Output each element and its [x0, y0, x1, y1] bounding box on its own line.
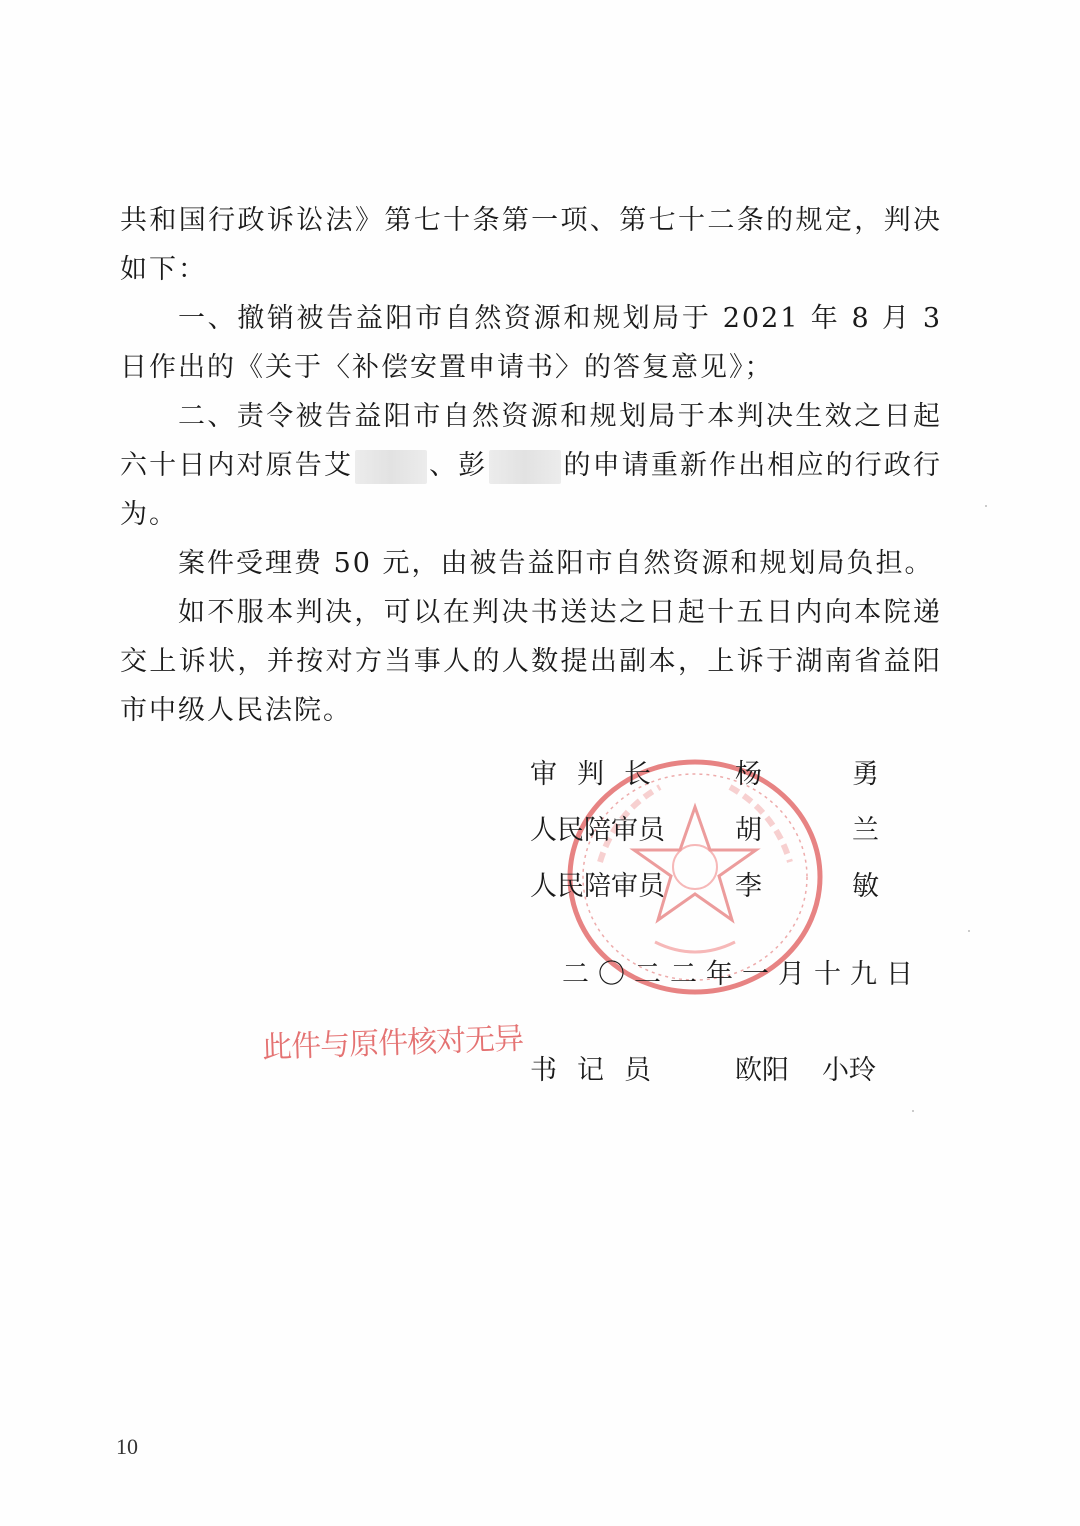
signature-name-first: 杨	[735, 759, 762, 790]
certified-copy-stamp: 此件与原件核对无异	[261, 1021, 524, 1066]
order-two-text-before: 二、责令被告益阳市自然资源和规划局于本判决生效之日起六十日内对原告艾	[120, 401, 942, 481]
paragraph-ruling-intro: 共和国行政诉讼法》第七十条第一项、第七十二条的规定，判决如下：	[120, 205, 942, 285]
signature-row-assessor-2	[530, 864, 890, 920]
signature-name-last: 勇	[852, 759, 879, 790]
paragraph-order-one: 一、撤销被告益阳市自然资源和规划局于 2021 年 8 月 3 日作出的《关于〈补偿安置申请书〉的答复意见》；	[120, 303, 942, 383]
signature-row-assessor-1	[530, 808, 890, 864]
scan-speck	[912, 1110, 914, 1112]
signature-name-last: 兰	[852, 815, 879, 846]
judgment-body	[120, 196, 942, 735]
signature-name-first: 李	[735, 871, 762, 902]
signature-role: 审判长	[530, 759, 671, 790]
page-number: 10	[116, 1434, 138, 1459]
signature-row-presiding-judge	[530, 752, 890, 808]
judgment-date: 二〇二二年一月十九日	[562, 959, 922, 990]
scan-speck	[985, 505, 987, 507]
paragraph-order-two	[120, 392, 942, 539]
paragraph-appeal-notice: 如不服本判决，可以在判决书送达之日起十五日内向本院递交上诉状，并按对方当事人的人数提出副本，上诉于湖南省益阳市中级人民法院。	[120, 597, 942, 726]
order-two-text-middle: 、彭	[429, 450, 488, 481]
signature-name-first: 胡	[735, 815, 762, 846]
clerk-role: 书记员	[530, 1055, 671, 1086]
signature-role: 人民陪审员	[530, 815, 665, 846]
signature-role: 人民陪审员	[530, 871, 665, 902]
clerk-name-last: 小玲	[822, 1055, 876, 1086]
paragraph-court-fee: 案件受理费 50 元，由被告益阳市自然资源和规划局负担。	[178, 548, 934, 579]
order-two-text-after: 的申请重新作出相应的行政行为。	[120, 450, 942, 530]
redacted-name-2	[489, 450, 561, 484]
redacted-name-1	[355, 450, 427, 484]
signature-row-clerk	[530, 1048, 890, 1088]
signature-name-last: 敏	[852, 871, 879, 902]
scan-speck	[968, 930, 970, 932]
clerk-name-first: 欧阳	[735, 1055, 789, 1086]
signature-block	[530, 752, 890, 920]
